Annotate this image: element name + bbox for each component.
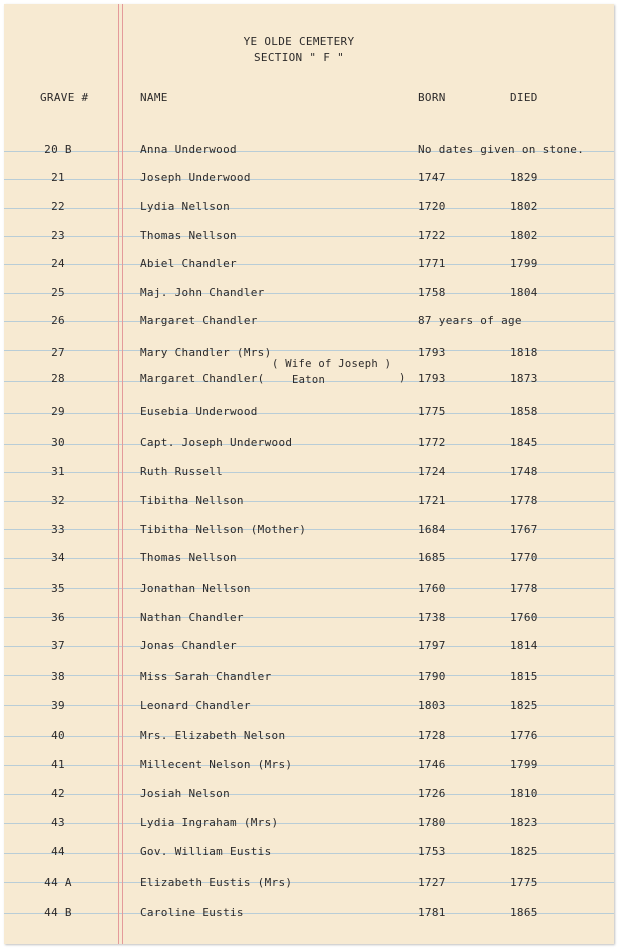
grave-number: 36 xyxy=(51,611,65,624)
born-year: 1738 xyxy=(418,611,446,624)
grave-number: 31 xyxy=(51,465,65,478)
born-year: 1724 xyxy=(418,465,446,478)
born-year: 1772 xyxy=(418,436,446,449)
deceased-name: Thomas Nellson xyxy=(140,551,237,564)
deceased-name: Nathan Chandler xyxy=(140,611,244,624)
deceased-name: Joseph Underwood xyxy=(140,171,251,184)
died-year: 1825 xyxy=(510,699,538,712)
died-year: 1818 xyxy=(510,346,538,359)
column-header-born: BORN xyxy=(418,91,446,104)
deceased-name: Josiah Nelson xyxy=(140,787,230,800)
margin-line-left xyxy=(118,4,119,944)
died-year: 1814 xyxy=(510,639,538,652)
deceased-name: Tibitha Nellson (Mother) xyxy=(140,523,307,536)
deceased-name: Caroline Eustis xyxy=(140,906,244,919)
born-year: 1760 xyxy=(418,582,446,595)
grave-number: 34 xyxy=(51,551,65,564)
margin-line-right xyxy=(122,4,123,944)
deceased-name: Elizabeth Eustis (Mrs) xyxy=(140,876,293,889)
grave-number: 37 xyxy=(51,639,65,652)
deceased-name: Eusebia Underwood xyxy=(140,405,258,418)
grave-number: 38 xyxy=(51,670,65,683)
grave-number: 27 xyxy=(51,346,65,359)
grave-number: 41 xyxy=(51,758,65,771)
ledger-page xyxy=(4,4,614,944)
deceased-name: Lydia Nellson xyxy=(140,200,230,213)
died-year: 1776 xyxy=(510,729,538,742)
grave-number: 29 xyxy=(51,405,65,418)
grave-number: 40 xyxy=(51,729,65,742)
died-year: 1802 xyxy=(510,229,538,242)
column-header-grave: GRAVE # xyxy=(40,91,89,104)
born-year: 1721 xyxy=(418,494,446,507)
born-year: 1793 xyxy=(418,372,446,385)
grave-number: 32 xyxy=(51,494,65,507)
deceased-name: Margaret Chandler xyxy=(140,314,258,327)
born-year: 1793 xyxy=(418,346,446,359)
deceased-name: Mary Chandler (Mrs) xyxy=(140,346,272,359)
grave-number: 25 xyxy=(51,286,65,299)
grave-number: 24 xyxy=(51,257,65,270)
deceased-name: Jonas Chandler xyxy=(140,639,237,652)
born-year: 1797 xyxy=(418,639,446,652)
deceased-name: Ruth Russell xyxy=(140,465,224,478)
died-year: 1802 xyxy=(510,200,538,213)
date-note: 87 years of age xyxy=(418,314,522,327)
column-header-name: NAME xyxy=(140,91,168,104)
page-subtitle: SECTION " F " xyxy=(254,51,344,64)
date-note: No dates given on stone. xyxy=(418,143,585,156)
grave-number: 33 xyxy=(51,523,65,536)
deceased-name: Millecent Nelson (Mrs) xyxy=(140,758,293,771)
died-year: 1778 xyxy=(510,494,538,507)
died-year: 1748 xyxy=(510,465,538,478)
died-year: 1804 xyxy=(510,286,538,299)
grave-number: 44 B xyxy=(44,906,72,919)
grave-number: 23 xyxy=(51,229,65,242)
born-year: 1780 xyxy=(418,816,446,829)
died-year: 1825 xyxy=(510,845,538,858)
died-year: 1778 xyxy=(510,582,538,595)
born-year: 1684 xyxy=(418,523,446,536)
grave-number: 35 xyxy=(51,582,65,595)
born-year: 1720 xyxy=(418,200,446,213)
deceased-name: Gov. William Eustis xyxy=(140,845,272,858)
grave-number: 26 xyxy=(51,314,65,327)
grave-number: 44 xyxy=(51,845,65,858)
grave-number: 30 xyxy=(51,436,65,449)
deceased-name: Jonathan Nellson xyxy=(140,582,251,595)
grave-number: 44 A xyxy=(44,876,72,889)
born-year: 1771 xyxy=(418,257,446,270)
born-year: 1753 xyxy=(418,845,446,858)
born-year: 1746 xyxy=(418,758,446,771)
born-year: 1728 xyxy=(418,729,446,742)
grave-number: 42 xyxy=(51,787,65,800)
born-year: 1758 xyxy=(418,286,446,299)
died-year: 1799 xyxy=(510,257,538,270)
died-year: 1760 xyxy=(510,611,538,624)
died-year: 1873 xyxy=(510,372,538,385)
died-year: 1823 xyxy=(510,816,538,829)
column-header-died: DIED xyxy=(510,91,538,104)
died-year: 1865 xyxy=(510,906,538,919)
grave-number: 21 xyxy=(51,171,65,184)
died-year: 1799 xyxy=(510,758,538,771)
deceased-name: Lydia Ingraham (Mrs) xyxy=(140,816,279,829)
died-year: 1770 xyxy=(510,551,538,564)
died-year: 1829 xyxy=(510,171,538,184)
died-year: 1858 xyxy=(510,405,538,418)
born-year: 1775 xyxy=(418,405,446,418)
deceased-name: Anna Underwood xyxy=(140,143,237,156)
deceased-name: Capt. Joseph Underwood xyxy=(140,436,293,449)
deceased-name: Maj. John Chandler xyxy=(140,286,265,299)
died-year: 1845 xyxy=(510,436,538,449)
died-year: 1767 xyxy=(510,523,538,536)
born-year: 1727 xyxy=(418,876,446,889)
born-year: 1747 xyxy=(418,171,446,184)
spouse-note-line-1: ( Wife of Joseph ) xyxy=(272,358,392,370)
born-year: 1722 xyxy=(418,229,446,242)
deceased-name: Tibitha Nellson xyxy=(140,494,244,507)
grave-number: 22 xyxy=(51,200,65,213)
born-year: 1790 xyxy=(418,670,446,683)
born-year: 1726 xyxy=(418,787,446,800)
grave-number: 39 xyxy=(51,699,65,712)
died-year: 1810 xyxy=(510,787,538,800)
died-year: 1775 xyxy=(510,876,538,889)
spouse-note-line-2: Eaton xyxy=(292,374,326,386)
born-year: 1803 xyxy=(418,699,446,712)
deceased-name: Leonard Chandler xyxy=(140,699,251,712)
spouse-note-close: ) xyxy=(399,372,406,384)
grave-number: 20 B xyxy=(44,143,72,156)
deceased-name: Miss Sarah Chandler xyxy=(140,670,272,683)
deceased-name: Abiel Chandler xyxy=(140,257,237,270)
grave-number: 28 xyxy=(51,372,65,385)
died-year: 1815 xyxy=(510,670,538,683)
page-title: YE OLDE CEMETERY xyxy=(243,35,355,48)
grave-number: 43 xyxy=(51,816,65,829)
deceased-name: Mrs. Elizabeth Nelson xyxy=(140,729,286,742)
born-year: 1781 xyxy=(418,906,446,919)
deceased-name: Margaret Chandler( xyxy=(140,372,265,385)
deceased-name: Thomas Nellson xyxy=(140,229,237,242)
born-year: 1685 xyxy=(418,551,446,564)
